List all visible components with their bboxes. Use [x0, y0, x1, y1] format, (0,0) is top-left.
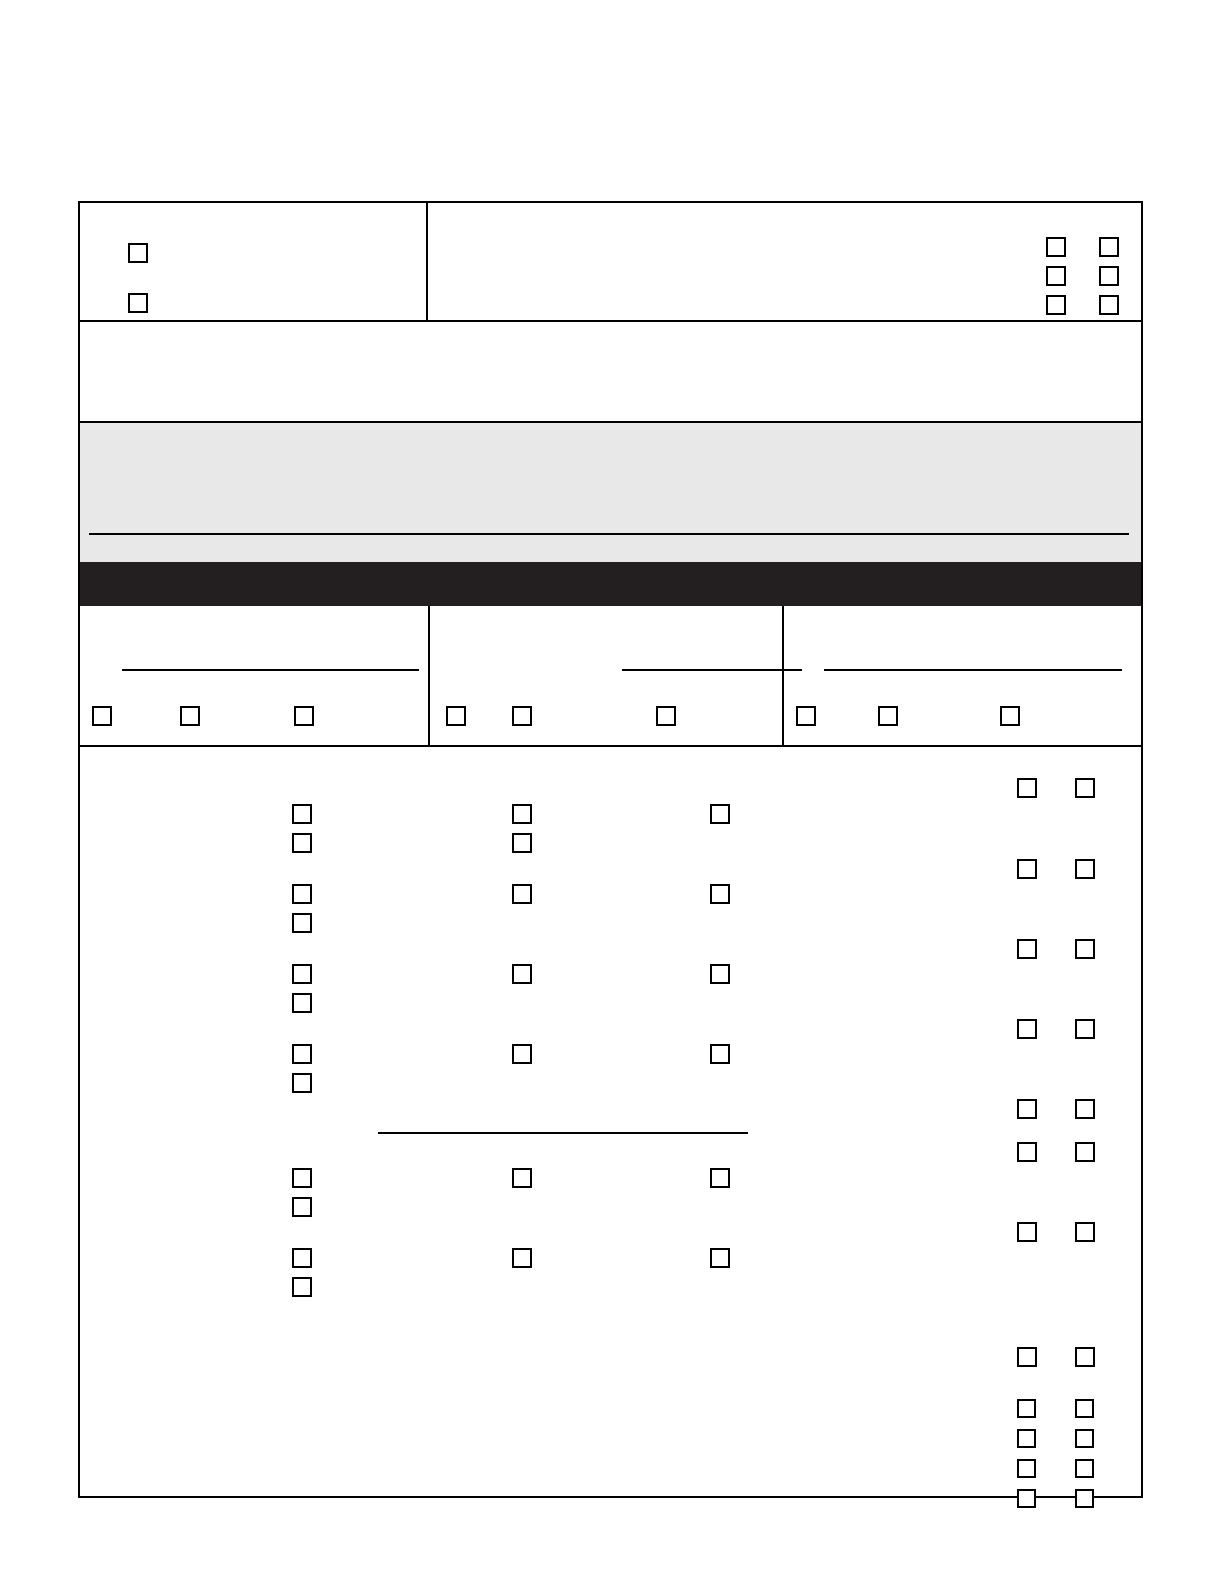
signature-3-option-1-checkbox[interactable] [796, 706, 816, 726]
header-grid-r3c1-checkbox[interactable] [1046, 295, 1066, 315]
body-footer-pair-4-yes-checkbox[interactable] [1017, 1459, 1036, 1478]
body-footer-pair-2-yes-checkbox[interactable] [1017, 1399, 1036, 1418]
body-right-pair-3-no-checkbox[interactable] [1075, 1019, 1095, 1039]
body-right-pair-3-yes-checkbox[interactable] [1017, 1019, 1037, 1039]
info-band [80, 322, 1141, 423]
signature-line-3[interactable] [824, 669, 1122, 671]
header-grid-r2c2-checkbox[interactable] [1099, 266, 1119, 286]
signature-1-option-3-checkbox[interactable] [294, 706, 314, 726]
body-right-pair-4-no-checkbox[interactable] [1075, 1099, 1095, 1119]
body-row-5-col-a-2-checkbox[interactable] [292, 1197, 312, 1217]
body-right-pair-4-yes-checkbox[interactable] [1017, 1099, 1037, 1119]
header-right-cell [428, 203, 1141, 320]
body-footer-pair-4-no-checkbox[interactable] [1075, 1459, 1094, 1478]
signature-strip [80, 606, 1141, 747]
form-container [78, 201, 1143, 1498]
body-row-5-col-a-1-checkbox[interactable] [292, 1168, 312, 1188]
body-right-pair-2-no-checkbox[interactable] [1075, 939, 1095, 959]
body-write-in-line[interactable] [378, 1132, 748, 1134]
body-row-1-col-b-1-checkbox[interactable] [512, 804, 532, 824]
body-row-3-col-a-1-checkbox[interactable] [292, 964, 312, 984]
body-right-pair-6-yes-checkbox[interactable] [1017, 1222, 1037, 1242]
body-footer-pair-3-no-checkbox[interactable] [1075, 1429, 1094, 1448]
body-row-3-col-b-1-checkbox[interactable] [512, 964, 532, 984]
body-row-1-col-c-1-checkbox[interactable] [710, 804, 730, 824]
header-option-2-checkbox[interactable] [128, 293, 148, 313]
header-grid-r1c2-checkbox[interactable] [1099, 237, 1119, 257]
body-footer-pair-1-no-checkbox[interactable] [1075, 1347, 1095, 1367]
body-row-4-col-b-1-checkbox[interactable] [512, 1044, 532, 1064]
body-row-6-col-c-1-checkbox[interactable] [710, 1248, 730, 1268]
shaded-band [80, 423, 1141, 562]
body-row-5-col-b-1-checkbox[interactable] [512, 1168, 532, 1188]
body-right-pair-2-yes-checkbox[interactable] [1017, 939, 1037, 959]
signature-column-1 [80, 606, 430, 745]
signature-line-1[interactable] [122, 669, 419, 671]
body-right-pair-6-no-checkbox[interactable] [1075, 1222, 1095, 1242]
signature-1-option-1-checkbox[interactable] [92, 706, 112, 726]
signature-2-option-1-checkbox[interactable] [446, 706, 466, 726]
body-row-1-col-a-2-checkbox[interactable] [292, 833, 312, 853]
body-right-pair-0-yes-checkbox[interactable] [1017, 778, 1037, 798]
signature-column-3 [784, 606, 1141, 745]
body-row-5-col-c-1-checkbox[interactable] [710, 1168, 730, 1188]
body-right-pair-1-yes-checkbox[interactable] [1017, 859, 1037, 879]
header-left-cell [80, 203, 428, 320]
form-header-row [80, 203, 1141, 322]
section-divider-bar [80, 562, 1141, 606]
body-row-2-col-a-2-checkbox[interactable] [292, 913, 312, 933]
body-row-3-col-a-2-checkbox[interactable] [292, 993, 312, 1013]
signature-3-option-2-checkbox[interactable] [878, 706, 898, 726]
body-row-6-col-a-1-checkbox[interactable] [292, 1248, 312, 1268]
body-right-pair-5-yes-checkbox[interactable] [1017, 1142, 1037, 1162]
body-right-pair-0-no-checkbox[interactable] [1075, 778, 1095, 798]
body-row-2-col-a-1-checkbox[interactable] [292, 884, 312, 904]
body-row-4-col-a-1-checkbox[interactable] [292, 1044, 312, 1064]
signature-2-option-2-checkbox[interactable] [512, 706, 532, 726]
body-right-pair-1-no-checkbox[interactable] [1075, 859, 1095, 879]
body-row-6-col-b-1-checkbox[interactable] [512, 1248, 532, 1268]
signature-column-2 [430, 606, 784, 745]
form-body [80, 747, 1141, 1496]
body-row-4-col-a-2-checkbox[interactable] [292, 1073, 312, 1093]
header-grid-r1c1-checkbox[interactable] [1046, 237, 1066, 257]
body-footer-pair-3-yes-checkbox[interactable] [1017, 1429, 1036, 1448]
header-grid-r3c2-checkbox[interactable] [1099, 295, 1119, 315]
body-right-pair-5-no-checkbox[interactable] [1075, 1142, 1095, 1162]
signature-3-option-3-checkbox[interactable] [1000, 706, 1020, 726]
body-footer-pair-2-no-checkbox[interactable] [1075, 1399, 1094, 1418]
shaded-band-write-in-line[interactable] [89, 533, 1129, 535]
signature-2-option-3-checkbox[interactable] [656, 706, 676, 726]
body-footer-pair-1-yes-checkbox[interactable] [1017, 1347, 1037, 1367]
body-row-1-col-a-1-checkbox[interactable] [292, 804, 312, 824]
body-row-2-col-c-1-checkbox[interactable] [710, 884, 730, 904]
body-row-2-col-b-1-checkbox[interactable] [512, 884, 532, 904]
signature-line-2[interactable] [622, 669, 802, 671]
body-row-3-col-c-1-checkbox[interactable] [710, 964, 730, 984]
header-grid-r2c1-checkbox[interactable] [1046, 266, 1066, 286]
body-footer-pair-5-yes-checkbox[interactable] [1017, 1489, 1036, 1508]
header-option-1-checkbox[interactable] [128, 243, 148, 263]
body-row-4-col-c-1-checkbox[interactable] [710, 1044, 730, 1064]
body-row-1-col-b-2-checkbox[interactable] [512, 833, 532, 853]
body-footer-pair-5-no-checkbox[interactable] [1075, 1489, 1094, 1508]
signature-1-option-2-checkbox[interactable] [180, 706, 200, 726]
body-row-6-col-a-2-checkbox[interactable] [292, 1277, 312, 1297]
